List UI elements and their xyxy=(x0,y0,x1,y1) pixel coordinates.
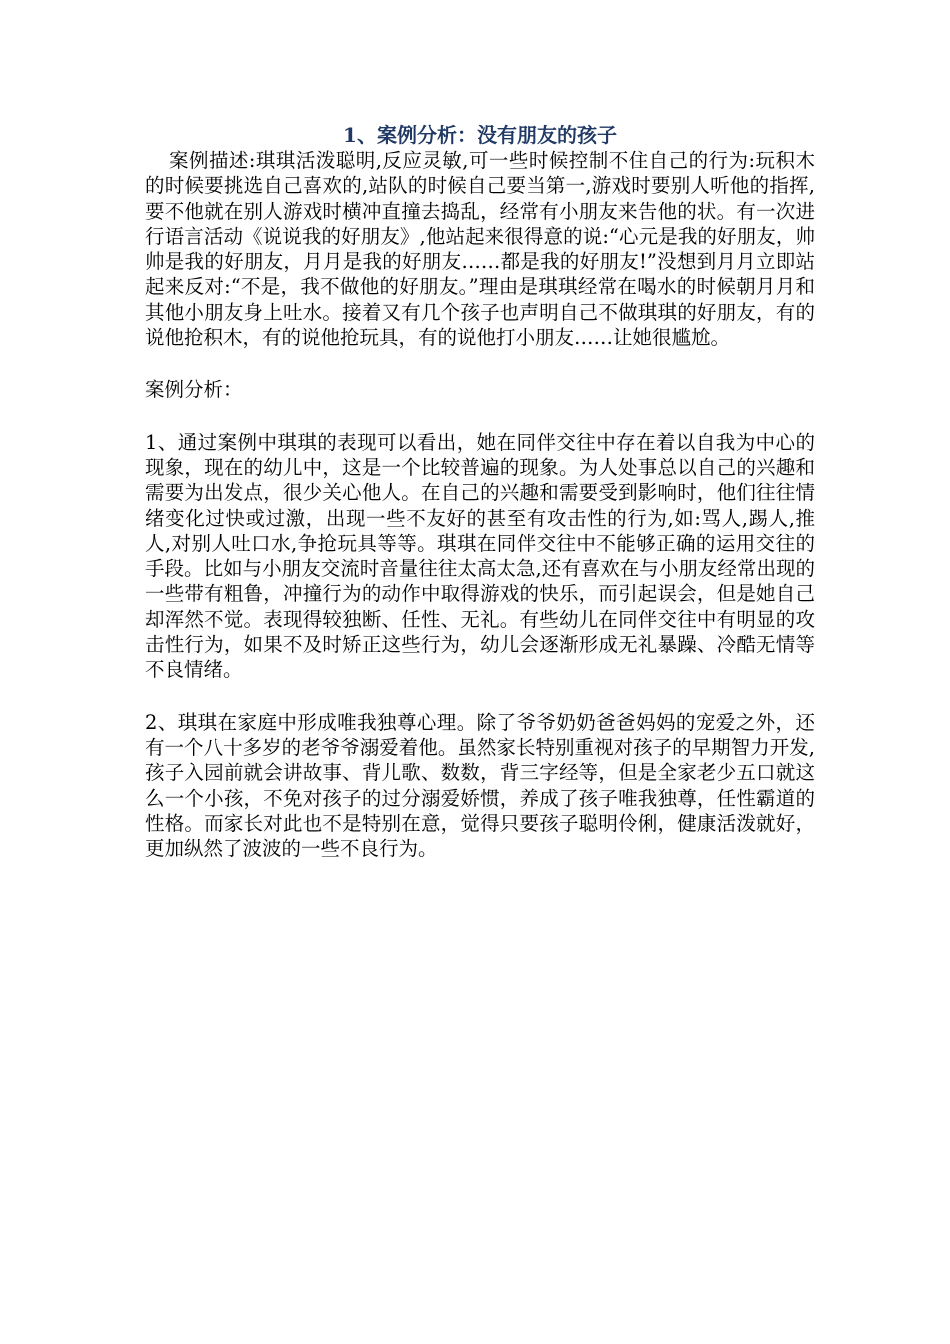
analysis-point-1: 1、通过案例中琪琪的表现可以看出，她在同伴交往中存在着以自我为中心的现象，现在的幼儿中，这是一个比较普遍的现象。为人处事总以自己的兴趣和需要为出发点，很少关心他人。在自己的兴趣和需要受到影响时，他们往往情绪变化过快或过激，出现一些不友好的甚至有攻击性的行为,如:骂人,踢人,推人,对别人吐口水,争抢玩具等等。琪琪在同伴交往中不能够正确的运用交往的手段。比如与小朋友交流时音量往往太高太急,还有喜欢在与小朋友经常出现的一些带有粗鲁，冲撞行为的动作中取得游戏的快乐，而引起误会，但是她自己却浑然不觉。表现得较独断、任性、无礼。有些幼儿在同伴交往中有明显的攻击性行为，如果不及时矫正这些行为，幼儿会逐渐形成无礼暴躁、冷酷无情等不良情绪。 xyxy=(145,430,815,682)
document-title: 1、案例分析：没有朋友的孩子 xyxy=(343,123,617,147)
document-page xyxy=(145,122,815,861)
case-description-paragraph: 案例描述:琪琪活泼聪明,反应灵敏,可一些时候控制不住自己的行为:玩积木的时候要挑选自己喜欢的,站队的时候自己要当第一,游戏时要别人听他的指挥,要不他就在别人游戏时横冲直撞去捣乱，经常有小朋友来告他的状。有一次进行语言活动《说说我的好朋友》,他站起来很得意的说:“心元是我的好朋友，帅帅是我的好朋友，月月是我的好朋友……都是我的好朋友!”没想到月月立即站起来反对:“不是，我不做他的好朋友。”理由是琪琪经常在喝水的时候朝月月和其他小朋友身上吐水。接着又有几个孩子也声明自己不做琪琪的好朋友，有的说他抢积木，有的说他抢玩具，有的说他打小朋友……让她很尴尬。 xyxy=(145,149,815,350)
paragraph-spacer xyxy=(145,403,815,430)
analysis-heading: 案例分析： xyxy=(145,378,243,402)
analysis-point-2: 2、琪琪在家庭中形成唯我独尊心理。除了爷爷奶奶爸爸妈妈的宠爱之外，还有一个八十多岁的老爷爷溺爱着他。虽然家长特别重视对孩子的早期智力开发,孩子入园前就会讲故事、背儿歌、数数，背三字经等，但是全家老少五口就这么一个小孩，不免对孩子的过分溺爱娇惯，养成了孩子唯我独尊，任性霸道的性格。而家长对此也不是特别在意，觉得只要孩子聪明伶俐，健康活泼就好，更加纵然了波波的一些不良行为。 xyxy=(145,710,815,861)
paragraph-spacer xyxy=(145,683,815,710)
paragraph-spacer xyxy=(145,350,815,377)
